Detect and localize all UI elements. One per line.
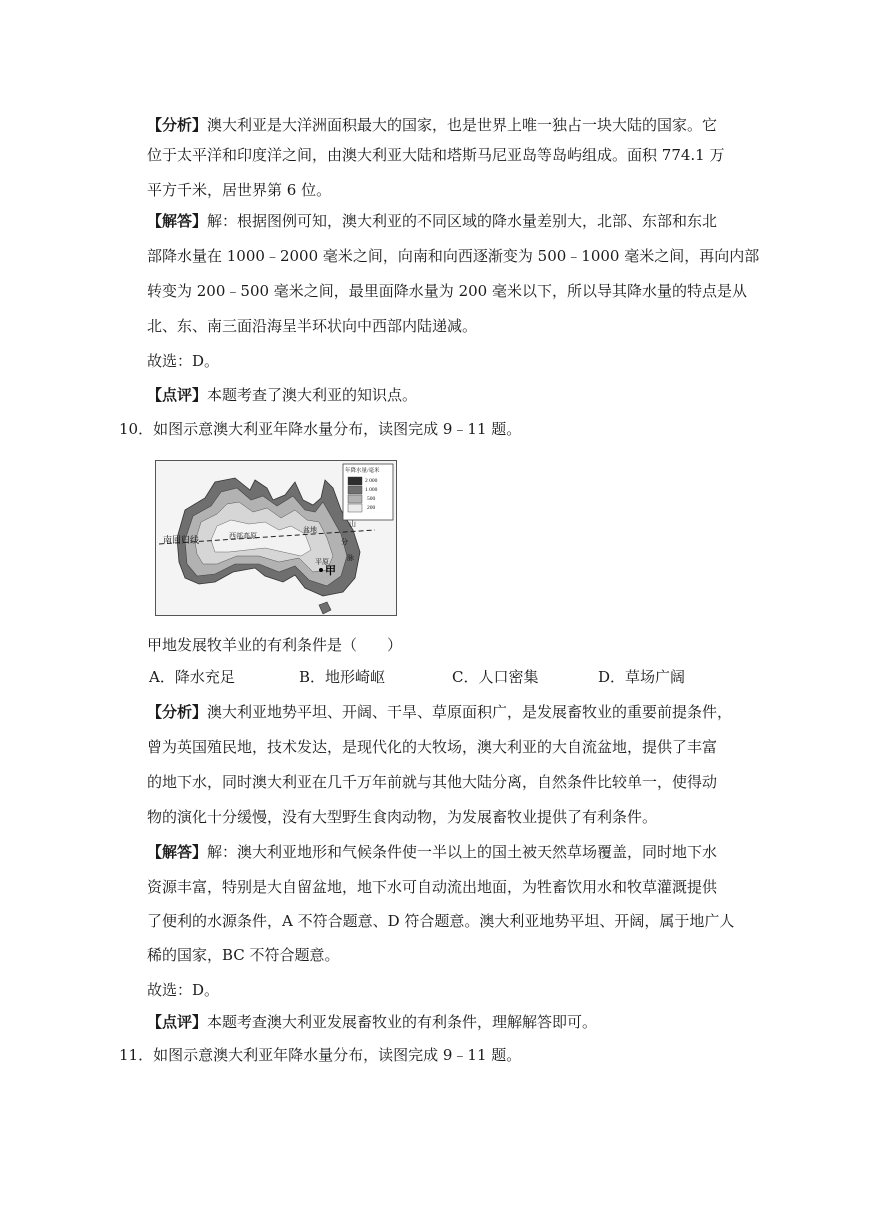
- q10-analysis-line-3: 的地下水，同时澳大利亚在几千万年前就与其他大陆分离，自然条件比较单一，使得动: [147, 773, 718, 791]
- question-number: 10．: [119, 420, 154, 438]
- legend-value-2000: 2 000: [365, 478, 378, 484]
- label-fen: 分: [341, 538, 348, 546]
- legend-title: 年降水量/毫米: [345, 468, 380, 474]
- map-legend: [343, 464, 393, 520]
- option-b: B．地形崎岖: [299, 668, 386, 686]
- label-plain: 平原: [315, 558, 329, 566]
- q10-analysis-line-4: 物的演化十分缓慢，没有大型野生食肉动物，为发展畜牧业提供了有利条件。: [147, 808, 658, 826]
- answer-tag: 【解答】: [147, 212, 208, 230]
- q9-answer-line-1: 【解答】解：根据图例可知，澳大利亚的不同区域的降水量差别大，北部、东部和东北: [147, 212, 718, 230]
- q9-analysis-line-1: 【分析】澳大利亚是大洋洲面积最大的国家，也是世界上唯一独占一块大陆的国家。它: [147, 116, 718, 134]
- option-a: A．降水充足: [149, 668, 235, 686]
- legend-swatch-1000: [348, 486, 362, 494]
- q10-choice: 故选：D。: [147, 981, 220, 999]
- label-tropic: 南回归线: [163, 535, 200, 545]
- label-basin: 盆地: [303, 526, 317, 534]
- q9-analysis-line-2: 位于太平洋和印度洋之间，由澳大利亚大陆和塔斯马尼亚岛等岛屿组成。面积 774.1 万: [147, 146, 725, 164]
- legend-swatch-200: [348, 504, 362, 512]
- q10-analysis-line-2: 曾为英国殖民地，技术发达，是现代化的大牧场，澳大利亚的大自流盆地，提供了丰富: [147, 738, 718, 756]
- q10-answer-line-3: 了便利的水源条件，A 不符合题意、D 符合题意。澳大利亚地势平坦、开阔，属于地广人: [147, 912, 735, 930]
- q10-answer-line-4: 稀的国家，BC 不符合题意。: [147, 946, 340, 964]
- q9-comment: 【点评】本题考查了澳大利亚的知识点。: [147, 386, 418, 404]
- legend-swatch-500: [348, 495, 362, 503]
- option-d: D．草场广阔: [598, 668, 686, 686]
- answer-tag: 【解答】: [147, 843, 208, 861]
- q10-question: 甲地发展牧羊业的有利条件是（ ）: [147, 636, 403, 654]
- analysis-tag: 【分析】: [147, 116, 208, 134]
- legend-value-1000: 1 000: [365, 487, 378, 493]
- q10-analysis-line-1: 【分析】澳大利亚地势平坦、开阔、干旱、草原面积广，是发展畜牧业的重要前提条件，: [147, 703, 733, 721]
- q10-answer-line-2: 资源丰富，特别是大自留盆地，地下水可自动流出地面，为牲畜饮用水和牧草灌溉提供: [147, 878, 718, 896]
- q10-comment: 【点评】本题考查澳大利亚发展畜牧业的有利条件，理解解答即可。: [147, 1013, 598, 1031]
- legend-swatch-2000: [348, 477, 362, 485]
- label-jia: 甲: [325, 565, 336, 577]
- q10-answer-line-1: 【解答】解：澳大利亚地形和气候条件使一半以上的国土被天然草场覆盖，同时地下水: [147, 843, 718, 861]
- q9-answer-line-3: 转变为 200﹣500 毫米之间，最里面降水量为 200 毫米以下，所以导其降水量的特点是从: [147, 282, 747, 300]
- australia-precipitation-map: [155, 460, 397, 616]
- question-number: 11．: [119, 1046, 154, 1064]
- legend-value-500: 500: [367, 496, 376, 502]
- legend-value-200: 200: [367, 505, 376, 511]
- label-plateau: 西部高原: [229, 532, 257, 540]
- label-qi: 脉: [347, 554, 354, 562]
- q9-analysis-line-3: 平方千米，居世界第 6 位。: [147, 181, 332, 199]
- analysis-tag: 【分析】: [147, 703, 208, 721]
- q9-choice: 故选：D。: [147, 352, 220, 370]
- q9-answer-line-4: 北、东、南三面沿海呈半环状向中西部内陆递减。: [147, 317, 478, 335]
- comment-tag: 【点评】: [147, 386, 208, 404]
- q10-stem: 10．如图示意澳大利亚年降水量分布，读图完成 9﹣11 题。: [119, 420, 522, 438]
- q11-stem: 11．如图示意澳大利亚年降水量分布，读图完成 9﹣11 题。: [119, 1046, 522, 1064]
- jia-point: [319, 568, 323, 572]
- option-c: C．人口密集: [452, 668, 539, 686]
- q9-answer-line-2: 部降水量在 1000﹣2000 毫米之间，向南和向西逐渐变为 500﹣1000 毫米之间，再向内部: [147, 247, 760, 265]
- label-mountain: 山: [349, 520, 356, 528]
- comment-tag: 【点评】: [147, 1013, 208, 1031]
